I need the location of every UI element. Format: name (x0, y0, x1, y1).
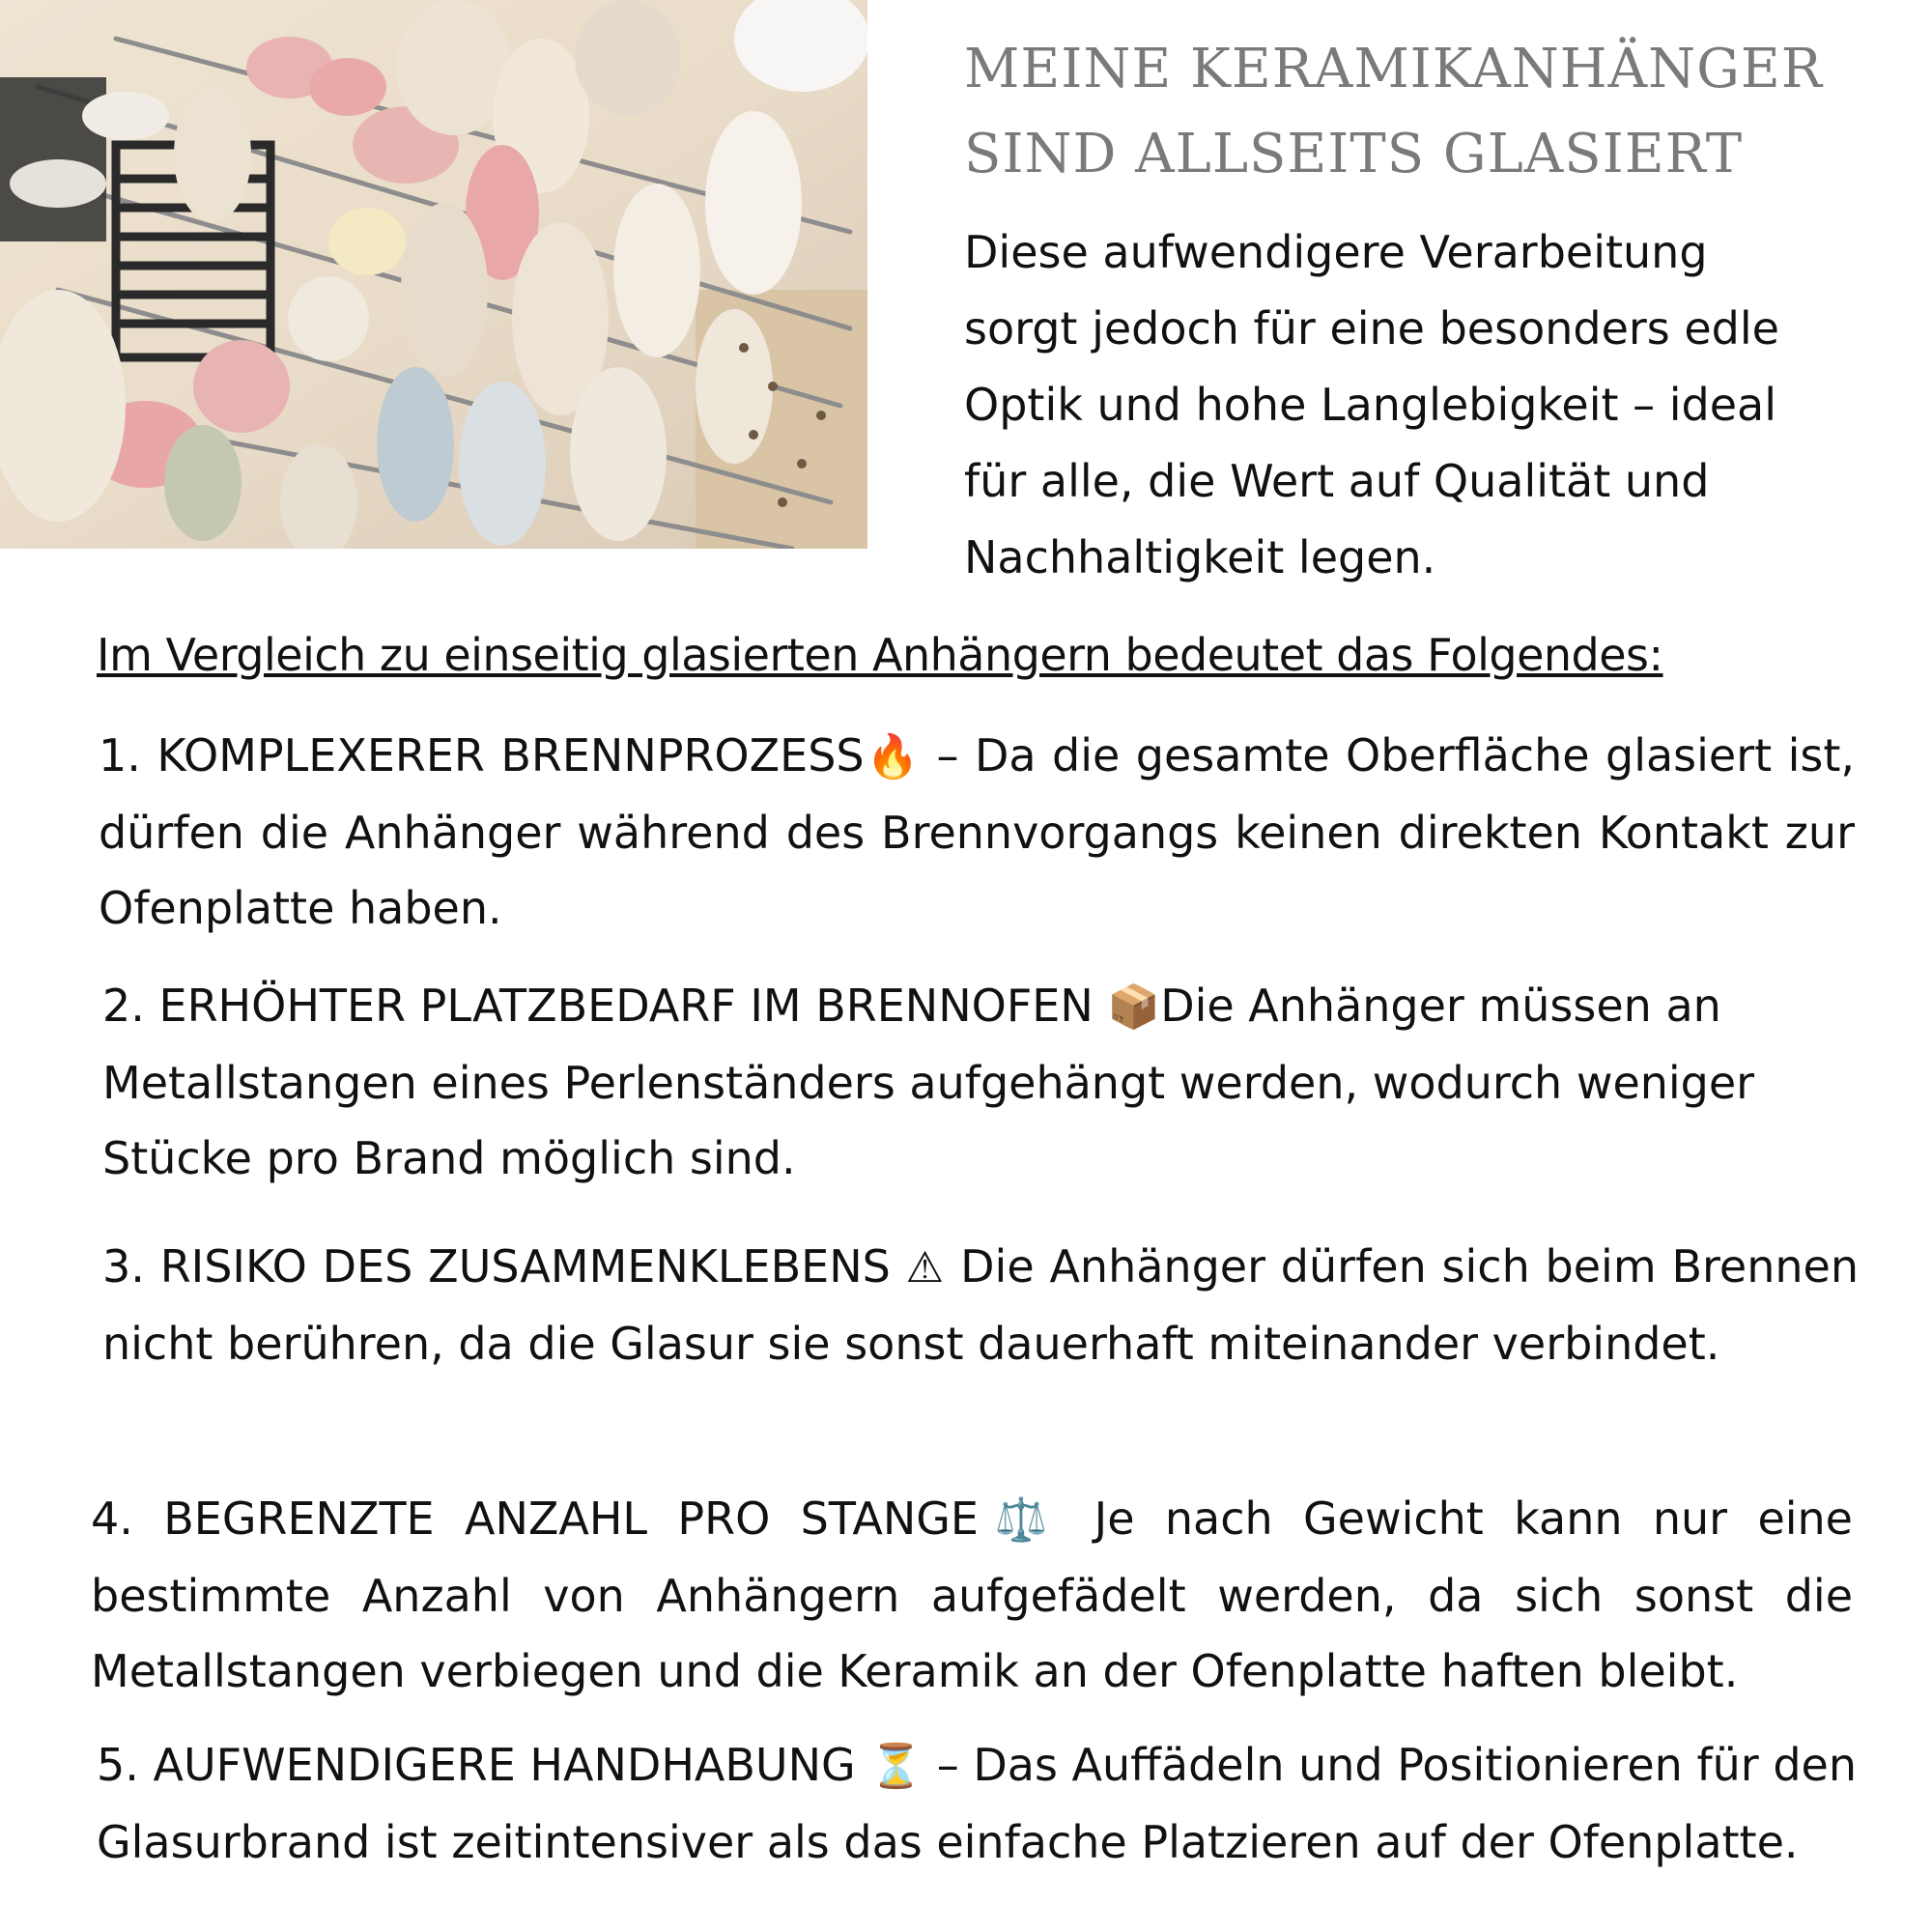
point-2-heading: 2. ERHÖHTER PLATZBEDARF IM BRENNOFEN (102, 980, 1108, 1032)
point-4-text: Je nach Gewicht kann nur eine bestimmte Anzahl von Anhängern aufgefädelt werden, da sich sonst die Metallstangen verbiegen und die Keramik an der Ofenplatte haften bleibt. (91, 1492, 1853, 1697)
hourglass-icon: ⏳ (869, 1742, 923, 1791)
point-1 (99, 718, 1855, 946)
point-5-heading: 5. AUFWENDIGERE HANDHABUNG (97, 1739, 870, 1791)
fire-icon: 🔥 (864, 732, 922, 781)
intro-paragraph: Diese aufwendigere Verarbeitung sorgt jedoch für eine besonders edle Optik und hohe Langlebigkeit – ideal für alle, die Wert auf Qualität und Nachhaltigkeit legen. (964, 226, 1779, 583)
kiln-bead-rack-photo (0, 0, 867, 549)
point-2 (102, 968, 1841, 1196)
point-3 (102, 1229, 1859, 1381)
package-icon: 📦 (1107, 982, 1161, 1032)
point-3-heading: 3. RISIKO DES ZUSAMMENKLEBENS (102, 1240, 906, 1293)
point-1-text: – Da die gesamte Oberfläche glasiert ist, dürfen die Anhänger während des Brennvorgangs keinen direkten Kontakt zur Ofenplatte haben. (99, 729, 1856, 934)
point-1-heading: 1. KOMPLEXERER BRENNPROZESS (99, 729, 865, 781)
point-4-heading: 4. BEGRENZTE ANZAHL PRO STANGE (91, 1492, 979, 1545)
point-5 (97, 1727, 1857, 1880)
warning-icon: ⚠ (905, 1243, 946, 1293)
comparison-heading: Im Vergleich zu einseitig glasierten Anhängern bedeutet das Folgendes: (97, 629, 1663, 681)
point-4 (91, 1481, 1853, 1709)
point-5-text: – Das Auffädeln und Positionieren für den Glasurbrand ist zeitintensiver als das einfache Platzieren auf der Ofenplatte. (97, 1739, 1857, 1868)
page-title (964, 27, 1891, 197)
point-2-text: Die Anhänger müssen an Metallstangen eines Perlenständers aufgehängt werden, wodurch weniger Stücke pro Brand möglich sind. (102, 980, 1755, 1184)
point-3-text: Die Anhänger dürfen sich beim Brennen nicht berühren, da die Glasur sie sonst dauerhaft miteinander verbindet. (102, 1240, 1859, 1370)
title-line-1: MEINE KERAMIKANHÄNGER (964, 38, 1823, 100)
title-line-2: SIND ALLSEITS GLASIERT (964, 123, 1744, 185)
scale-icon: ⚖️ (979, 1495, 1065, 1545)
